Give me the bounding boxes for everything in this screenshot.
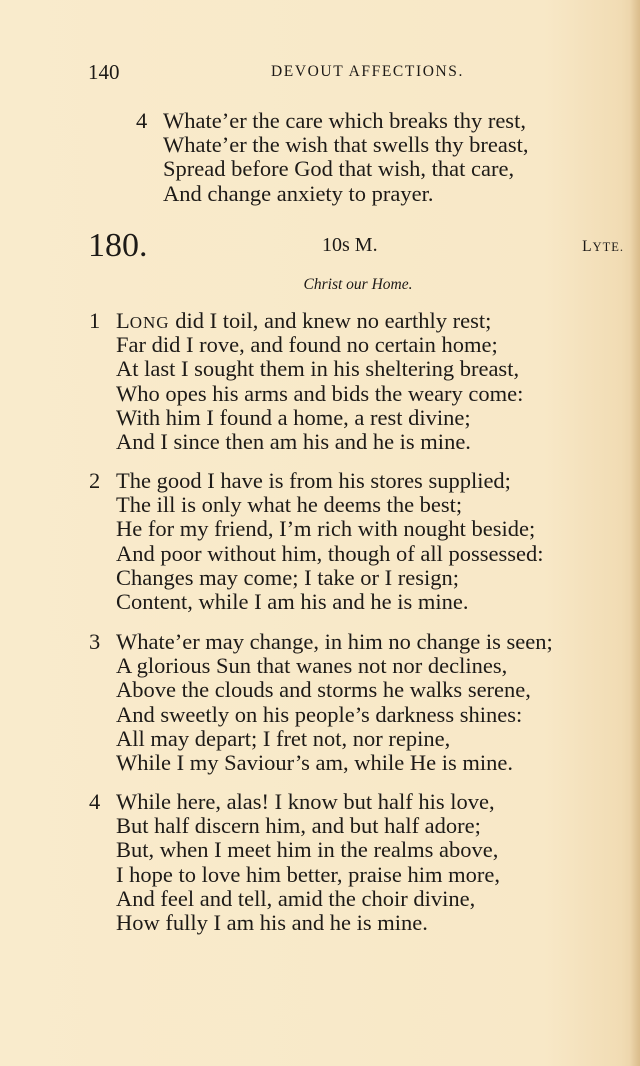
verse-line: And sweetly on his people’s darkness shines: xyxy=(116,701,523,727)
stanza-3 xyxy=(89,630,553,775)
verse-line: While I my Saviour’s am, while He is mine. xyxy=(116,749,514,775)
verse-line: Whate’er the wish that swells thy breast, xyxy=(163,132,529,158)
verse-line: And I since then am his and he is mine. xyxy=(116,428,471,454)
page-header xyxy=(88,60,464,86)
verse-line: All may depart; I fret not, nor repine, xyxy=(116,725,451,751)
verse-line: Spread before God that wish, that care, xyxy=(163,156,515,182)
previous-hymn-stanza xyxy=(136,109,529,206)
verse-line: At last I sought them in his sheltering breast, xyxy=(116,356,520,382)
verse-line: How fully I am his and he is mine. xyxy=(116,909,428,935)
verse-line: Who opes his arms and bids the weary come: xyxy=(116,380,524,406)
hymn-title: Christ our Home. xyxy=(303,276,413,293)
verse-line: Far did I rove, and found no certain home; xyxy=(116,332,498,358)
verse-line: I hope to love him better, praise him more, xyxy=(116,861,500,887)
verse-line: And feel and tell, amid the choir divine, xyxy=(116,885,476,911)
stanza-number: 3 xyxy=(89,629,101,654)
verse-line: And change anxiety to prayer. xyxy=(163,180,434,206)
drop-cap: L xyxy=(116,308,130,333)
page-edge-shadow xyxy=(630,0,640,1066)
verse-line: The ill is only what he deems the best; xyxy=(116,492,463,518)
running-head: DEVOUT AFFECTIONS. xyxy=(270,63,464,80)
verse-line: But, when I meet him in the realms above, xyxy=(116,837,499,863)
hymn-meter: 10s M. xyxy=(322,234,378,256)
stanza-1 xyxy=(89,309,523,454)
verse-line xyxy=(116,309,523,333)
verse-line: The good I have is from his stores supplied; xyxy=(116,468,511,493)
verse-line: Content, while I am his and he is mine. xyxy=(116,588,469,614)
verse-line: With him I found a home, a rest divine; xyxy=(116,404,471,430)
author-initial: L xyxy=(582,238,593,255)
first-line-rest: did I toil, and knew no earthly rest; xyxy=(169,308,492,333)
verse-line: Changes may come; I take or I resign; xyxy=(116,564,460,590)
stanza-4 xyxy=(89,790,500,935)
hymn-number: 180. xyxy=(88,227,148,264)
small-caps-word: ONG xyxy=(129,313,170,332)
verse-line: He for my friend, I’m rich with nought beside; xyxy=(116,516,536,542)
verse-line: Above the clouds and storms he walks serene, xyxy=(116,677,531,703)
stanza-number: 4 xyxy=(89,789,101,814)
stanza-number: 1 xyxy=(89,308,101,333)
stanza-2 xyxy=(89,469,543,614)
verse-line: But half discern him, and but half adore; xyxy=(116,813,481,839)
page-number: 140 xyxy=(88,60,120,84)
author-rest: YTE. xyxy=(592,240,624,254)
verse-line: A glorious Sun that wanes not nor declines, xyxy=(116,653,508,679)
verse-line: And poor without him, though of all possessed: xyxy=(116,540,544,566)
verse-line: While here, alas! I know but half his love, xyxy=(116,789,495,814)
verse-line: Whate’er may change, in him no change is seen; xyxy=(116,629,553,654)
hymn-heading xyxy=(88,226,624,266)
stanza-number: 2 xyxy=(89,468,101,493)
stanza-number: 4 xyxy=(136,108,148,133)
hymn-author xyxy=(582,238,624,256)
verse-line: Whate’er the care which breaks thy rest, xyxy=(163,108,526,133)
